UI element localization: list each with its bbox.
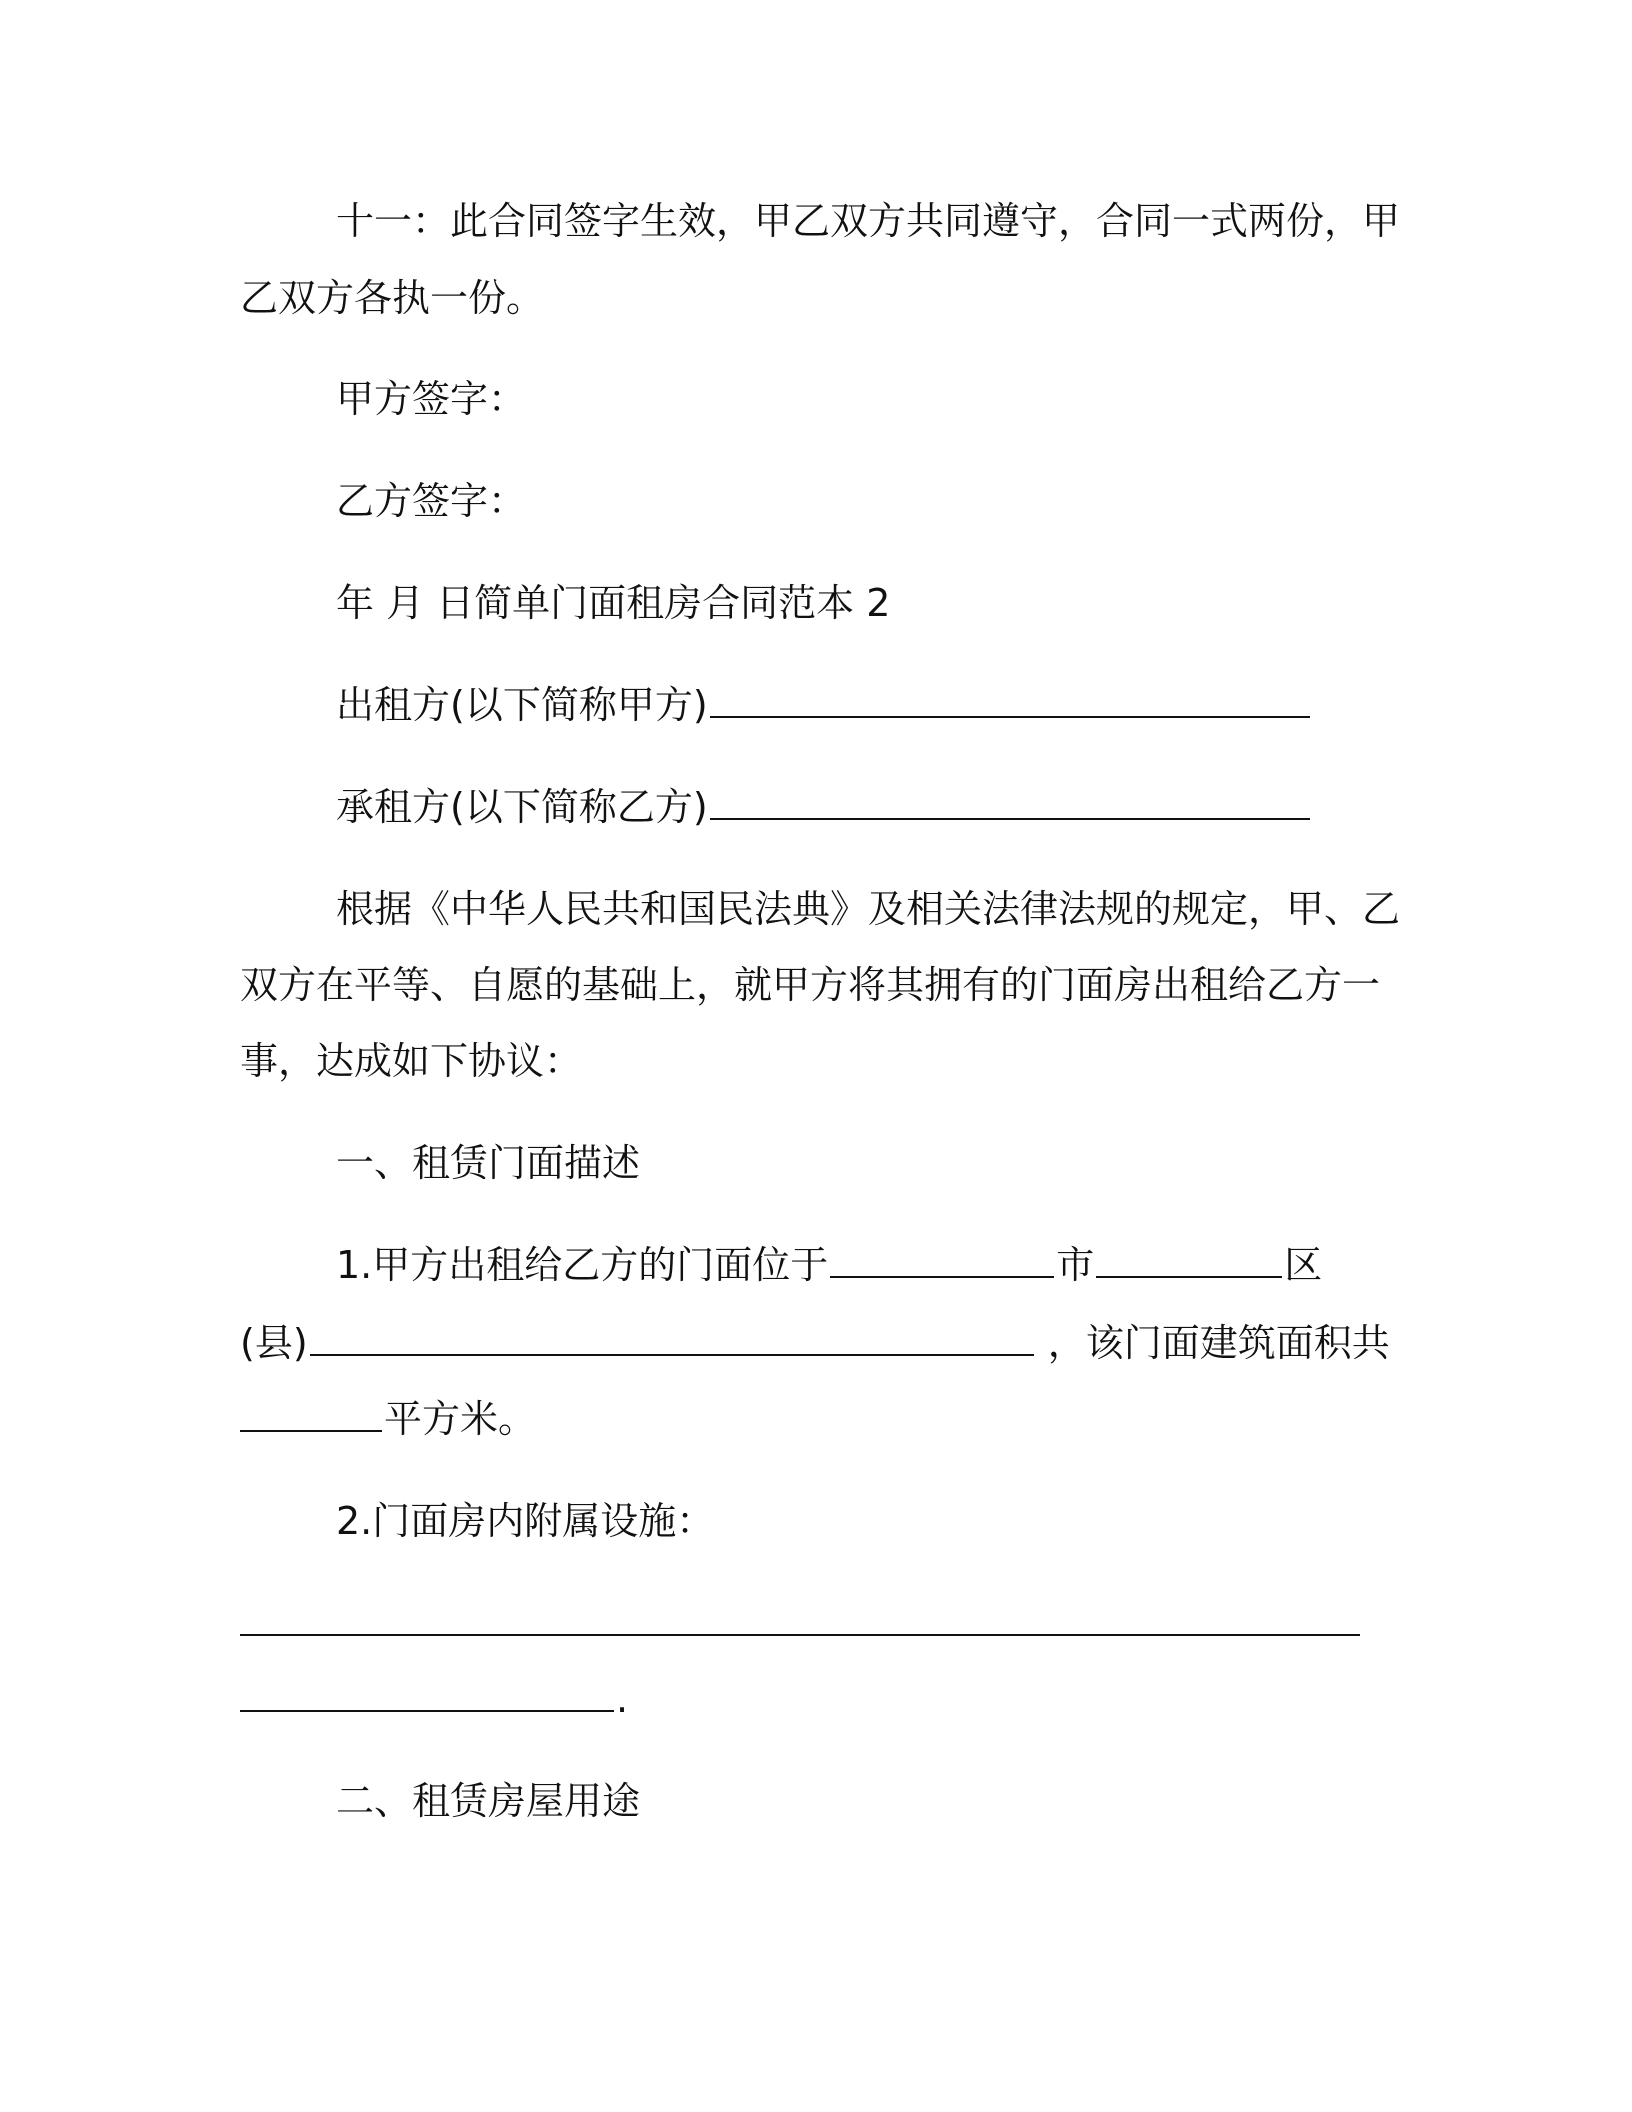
lessee-line [240,782,1420,832]
preamble-line-3: 事，达成如下协议： [240,1039,583,1083]
area-blank [240,1394,382,1432]
date-and-contract-title: 年 月 日简单门面租房合同范本 2 [336,581,891,625]
section-1-heading: 一、租赁门面描述 [336,1141,641,1185]
facilities-blank-2 [240,1674,614,1712]
lessor-line [240,680,1420,730]
item-1-district: 区 [1284,1243,1323,1287]
party-a-signature-label: 甲方签字： [336,377,527,421]
item-1-prefix: 1.甲方出租给乙方的门面位于 [336,1243,829,1287]
clause-11-line-2: 乙双方各执一份。 [240,276,545,320]
party-b-signature-label: 乙方签字： [336,479,527,523]
item-1-county-prefix: (县) [240,1321,308,1365]
lessor-blank [710,680,1310,718]
section-2-heading: 二、租赁房屋用途 [336,1779,641,1823]
address-blank [310,1318,1034,1356]
preamble-line-2: 双方在平等、自愿的基础上，就甲方将其拥有的门面房出租给乙方一 [240,963,1381,1007]
item-1-line-2 [240,1318,1420,1368]
lessor-label: 出租方(以下简称甲方) [336,683,708,727]
item-1-area-text: ，该门面建筑面积共 [1047,1321,1390,1365]
district-blank [1096,1240,1282,1278]
lessee-blank [710,782,1310,820]
clause-11-line-1: 十一：此合同签字生效，甲乙双方共同遵守，合同一式两份，甲 [336,199,1401,243]
preamble-line-1: 根据《中华人民共和国民法典》及相关法律法规的规定，甲、乙 [336,887,1401,931]
item-1-unit: 平方米。 [384,1397,537,1441]
item-1-city: 市 [1056,1243,1095,1287]
lessee-label: 承租方(以下简称乙方) [336,785,708,829]
item-1-line-1 [240,1240,1420,1290]
item-2-end: . [616,1677,629,1721]
city-blank [830,1240,1054,1278]
item-2-line-1 [240,1598,1420,1648]
facilities-blank-1 [240,1598,1360,1636]
item-1-line-3 [240,1394,1420,1444]
item-2-label: 2.门面房内附属设施： [336,1499,715,1543]
item-2-line-2 [240,1674,1420,1724]
